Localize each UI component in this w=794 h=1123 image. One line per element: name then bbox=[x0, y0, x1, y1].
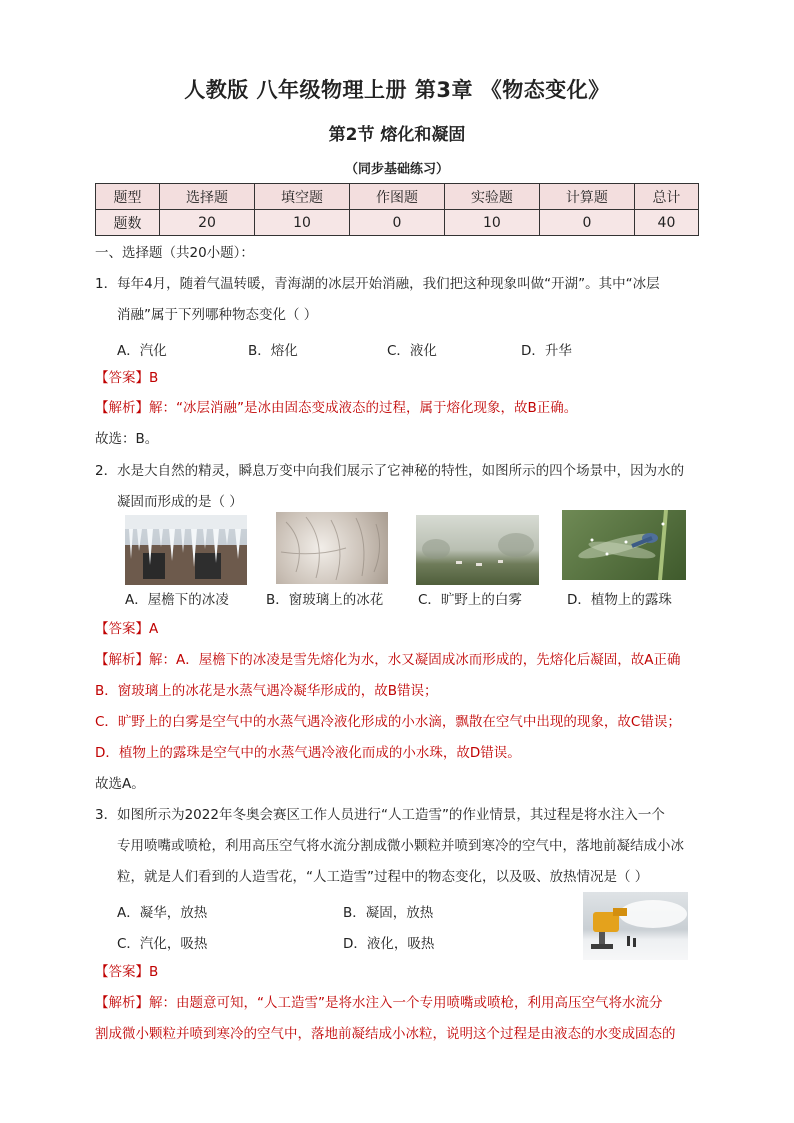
q3-option-a: A．凝华，放热 bbox=[117, 905, 208, 921]
q3-analysis-line1 bbox=[95, 993, 663, 1013]
q3-stem-line1: 3．如图所示为2022年冬奥会赛区工作人员进行“人工造雪”的作业情景，其过程是将水注入一个 bbox=[95, 807, 665, 823]
q3-option-d: D．液化，吸热 bbox=[343, 936, 435, 952]
q3-answer-value: B bbox=[149, 964, 159, 980]
q1-option-b: B．熔化 bbox=[248, 343, 298, 359]
q1-conclusion: 故选：B。 bbox=[95, 431, 159, 447]
table-cell: 题数 bbox=[96, 210, 160, 236]
q2-caption-b: B．窗玻璃上的冰花 bbox=[266, 592, 384, 608]
practice-label: （同步基础练习） bbox=[344, 162, 449, 177]
q1-option-c: C．液化 bbox=[387, 343, 437, 359]
fog-field-photo bbox=[416, 515, 539, 585]
table-cell: 填空题 bbox=[255, 184, 350, 210]
q2-analysis-line2: B．窗玻璃上的冰花是水蒸气遇冷凝华形成的，故B错误； bbox=[95, 683, 438, 699]
q1-stem-line1: 1．每年4月，随着气温转暖，青海湖的冰层开始消融，我们把这种现象叫做“开湖”。其中“冰层 bbox=[95, 276, 660, 292]
section-title: 第2节 熔化和凝固 bbox=[328, 125, 466, 145]
q3-option-b: B．凝固，放热 bbox=[343, 905, 434, 921]
q1-stem-line2: 消融”属于下列哪种物态变化（ ） bbox=[117, 307, 318, 323]
q2-analysis-line4: D．植物上的露珠是空气中的水蒸气遇冷液化而成的小水珠，故D错误。 bbox=[95, 745, 521, 761]
table-cell: 0 bbox=[539, 210, 634, 236]
table-cell: 计算题 bbox=[539, 184, 634, 210]
q3-option-c: C．汽化，吸热 bbox=[117, 936, 208, 952]
q2-answer-value: A bbox=[149, 621, 159, 637]
analysis-label: 【解析】 bbox=[95, 400, 149, 416]
q1-option-d: D．升华 bbox=[521, 343, 572, 359]
answer-label: 【答案】 bbox=[95, 621, 149, 637]
question-summary-table bbox=[95, 183, 699, 236]
q1-analysis-text: 解：“冰层消融”是冰由固态变成液态的过程，属于熔化现象，故B正确。 bbox=[149, 400, 578, 416]
q2-caption-c: C．旷野上的白雾 bbox=[418, 592, 522, 608]
q3-stem-line3: 粒，就是人们看到的人造雪花，“人工造雪”过程中的物态变化，以及吸、放热情况是（ ） bbox=[117, 869, 649, 885]
table-cell: 10 bbox=[444, 210, 539, 236]
table-cell: 选择题 bbox=[160, 184, 255, 210]
q3-answer bbox=[95, 962, 158, 982]
q2-analysis-line1 bbox=[95, 650, 680, 670]
table-cell: 20 bbox=[160, 210, 255, 236]
table-cell: 10 bbox=[255, 210, 350, 236]
answer-label: 【答案】 bbox=[95, 370, 149, 386]
icicles-photo bbox=[125, 515, 247, 585]
q2-analysis-line3: C．旷野上的白雾是空气中的水蒸气遇冷液化形成的小水滴，飘散在空气中出现的现象，故C错误； bbox=[95, 714, 681, 730]
analysis-label: 【解析】 bbox=[95, 995, 149, 1011]
q2-caption-d: D．植物上的露珠 bbox=[567, 592, 672, 608]
q3-analysis-line2: 割成微小颗粒并喷到寒冷的空气中，落地前凝结成小冰粒，说明这个过程是由液态的水变成固态的 bbox=[95, 1026, 676, 1042]
q2-caption-a: A．屋檐下的冰凌 bbox=[125, 592, 229, 608]
q1-answer-value: B bbox=[149, 370, 159, 386]
answer-label: 【答案】 bbox=[95, 964, 149, 980]
q1-option-a: A．汽化 bbox=[117, 343, 167, 359]
frost-pattern-photo bbox=[276, 512, 388, 584]
snow-making-photo bbox=[583, 892, 688, 960]
q1-analysis bbox=[95, 398, 577, 418]
q2-stem-line2: 凝固而形成的是（ ） bbox=[117, 494, 243, 510]
table-row bbox=[96, 210, 699, 236]
q2-answer bbox=[95, 619, 158, 639]
section-heading: 一、选择题（共20小题）： bbox=[95, 245, 254, 261]
table-cell: 0 bbox=[349, 210, 444, 236]
analysis-label: 【解析】 bbox=[95, 652, 149, 668]
table-cell: 题型 bbox=[96, 184, 160, 210]
q2-conclusion: 故选A。 bbox=[95, 776, 145, 792]
table-cell: 作图题 bbox=[349, 184, 444, 210]
page-title: 人教版 八年级物理上册 第3章 《物态变化》 bbox=[184, 78, 610, 102]
table-cell: 40 bbox=[634, 210, 698, 236]
q3-stem-line2: 专用喷嘴或喷枪，利用高压空气将水流分割成微小颗粒并喷到寒冷的空气中，落地前凝结成小冰 bbox=[117, 838, 684, 854]
table-cell: 实验题 bbox=[444, 184, 539, 210]
q2-analysis-text-1: 解：A．屋檐下的冰凌是雪先熔化为水，水又凝固成冰而形成的，先熔化后凝固，故A正确 bbox=[149, 652, 681, 668]
table-cell: 总计 bbox=[634, 184, 698, 210]
dew-dragonfly-photo bbox=[562, 510, 686, 580]
q2-stem-line1: 2．水是大自然的精灵，瞬息万变中向我们展示了它神秘的特性，如图所示的四个场景中，因为水的 bbox=[95, 463, 685, 479]
q1-answer bbox=[95, 368, 158, 388]
q3-analysis-text-1: 解：由题意可知，“人工造雪”是将水注入一个专用喷嘴或喷枪，利用高压空气将水流分 bbox=[149, 995, 663, 1011]
table-row bbox=[96, 184, 699, 210]
